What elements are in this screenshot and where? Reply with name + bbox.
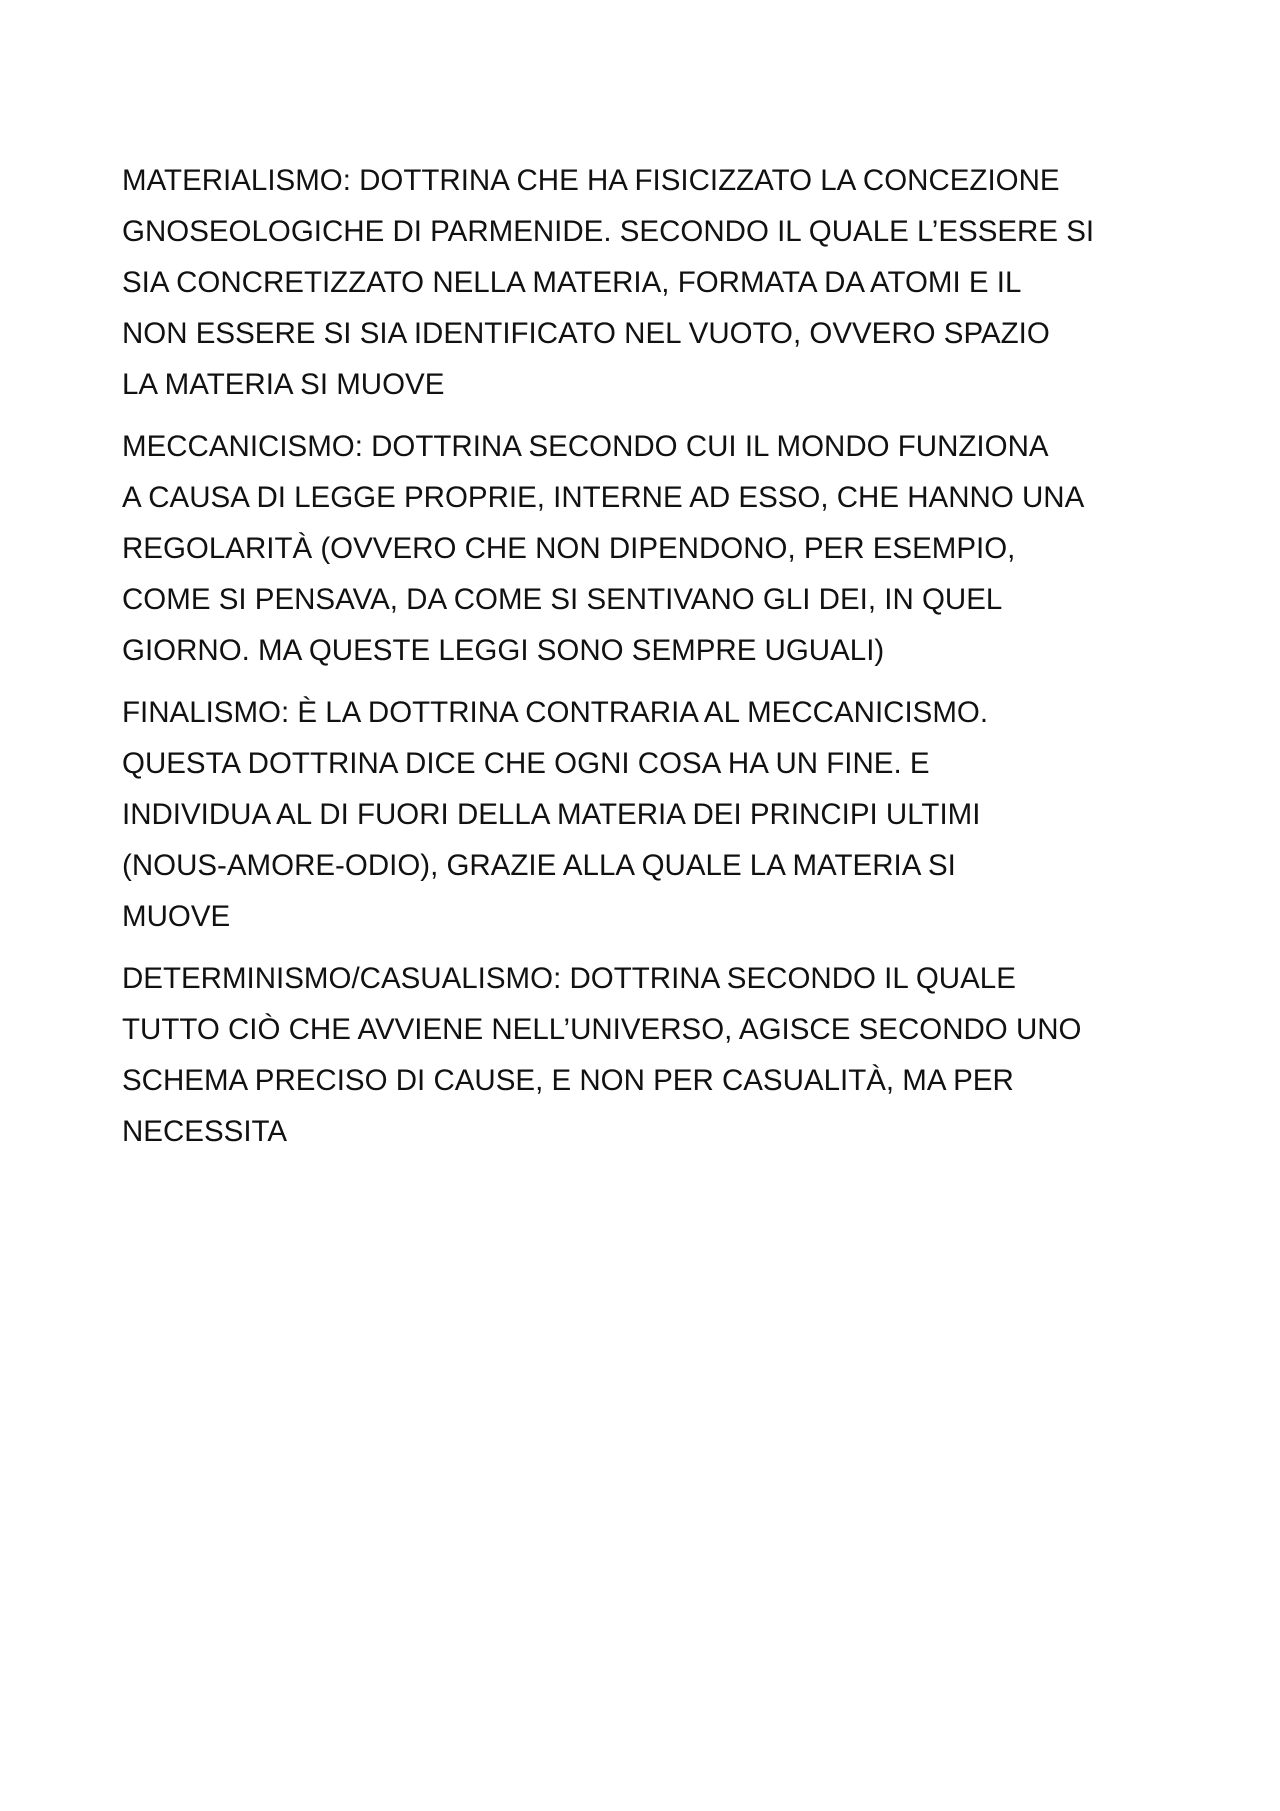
- text-line: GIORNO. MA QUESTE LEGGI SONO SEMPRE UGUALI): [122, 634, 885, 667]
- text-line: REGOLARITÀ (OVVERO CHE NON DIPENDONO, PER ESEMPIO,: [122, 532, 1016, 565]
- text-line: INDIVIDUA AL DI FUORI DELLA MATERIA DEI PRINCIPI ULTIMI: [122, 798, 981, 831]
- text-line: COME SI PENSAVA, DA COME SI SENTIVANO GLI DEI, IN QUEL: [122, 583, 1003, 616]
- text-line: FINALISMO: È LA DOTTRINA CONTRARIA AL MECCANICISMO.: [122, 696, 989, 729]
- text-line: GNOSEOLOGICHE DI PARMENIDE. SECONDO IL QUALE L’ESSERE SI: [122, 215, 1095, 248]
- text-line: A CAUSA DI LEGGE PROPRIE, INTERNE AD ESSO, CHE HANNO UNA: [122, 481, 1085, 514]
- document-body: [122, 155, 1172, 1168]
- text-line: (NOUS-AMORE-ODIO), GRAZIE ALLA QUALE LA MATERIA SI: [122, 849, 956, 882]
- text-line: MATERIALISMO: DOTTRINA CHE HA FISICIZZATO LA CONCEZIONE: [122, 164, 1060, 197]
- text-line: TUTTO CIÒ CHE AVVIENE NELL’UNIVERSO, AGISCE SECONDO UNO: [122, 1013, 1082, 1046]
- text-line: SIA CONCRETIZZATO NELLA MATERIA, FORMATA DA ATOMI E IL: [122, 266, 1022, 299]
- text-line: MECCANICISMO: DOTTRINA SECONDO CUI IL MONDO FUNZIONA: [122, 430, 1049, 463]
- text-line: SCHEMA PRECISO DI CAUSE, E NON PER CASUALITÀ, MA PER: [122, 1064, 1014, 1097]
- text-line: NON ESSERE SI SIA IDENTIFICATO NEL VUOTO, OVVERO SPAZIO: [122, 317, 1050, 350]
- paragraph-materialismo: [122, 155, 1172, 410]
- text-line: LA MATERIA SI MUOVE: [122, 368, 445, 401]
- paragraph-meccanicismo: [122, 421, 1172, 676]
- text-line: NECESSITA: [122, 1115, 288, 1148]
- text-line: MUOVE: [122, 900, 231, 933]
- paragraph-determinismo: [122, 953, 1172, 1157]
- text-line: DETERMINISMO/CASUALISMO: DOTTRINA SECONDO IL QUALE: [122, 962, 1016, 995]
- paragraph-finalismo: [122, 687, 1172, 942]
- text-line: QUESTA DOTTRINA DICE CHE OGNI COSA HA UN FINE. E: [122, 747, 930, 780]
